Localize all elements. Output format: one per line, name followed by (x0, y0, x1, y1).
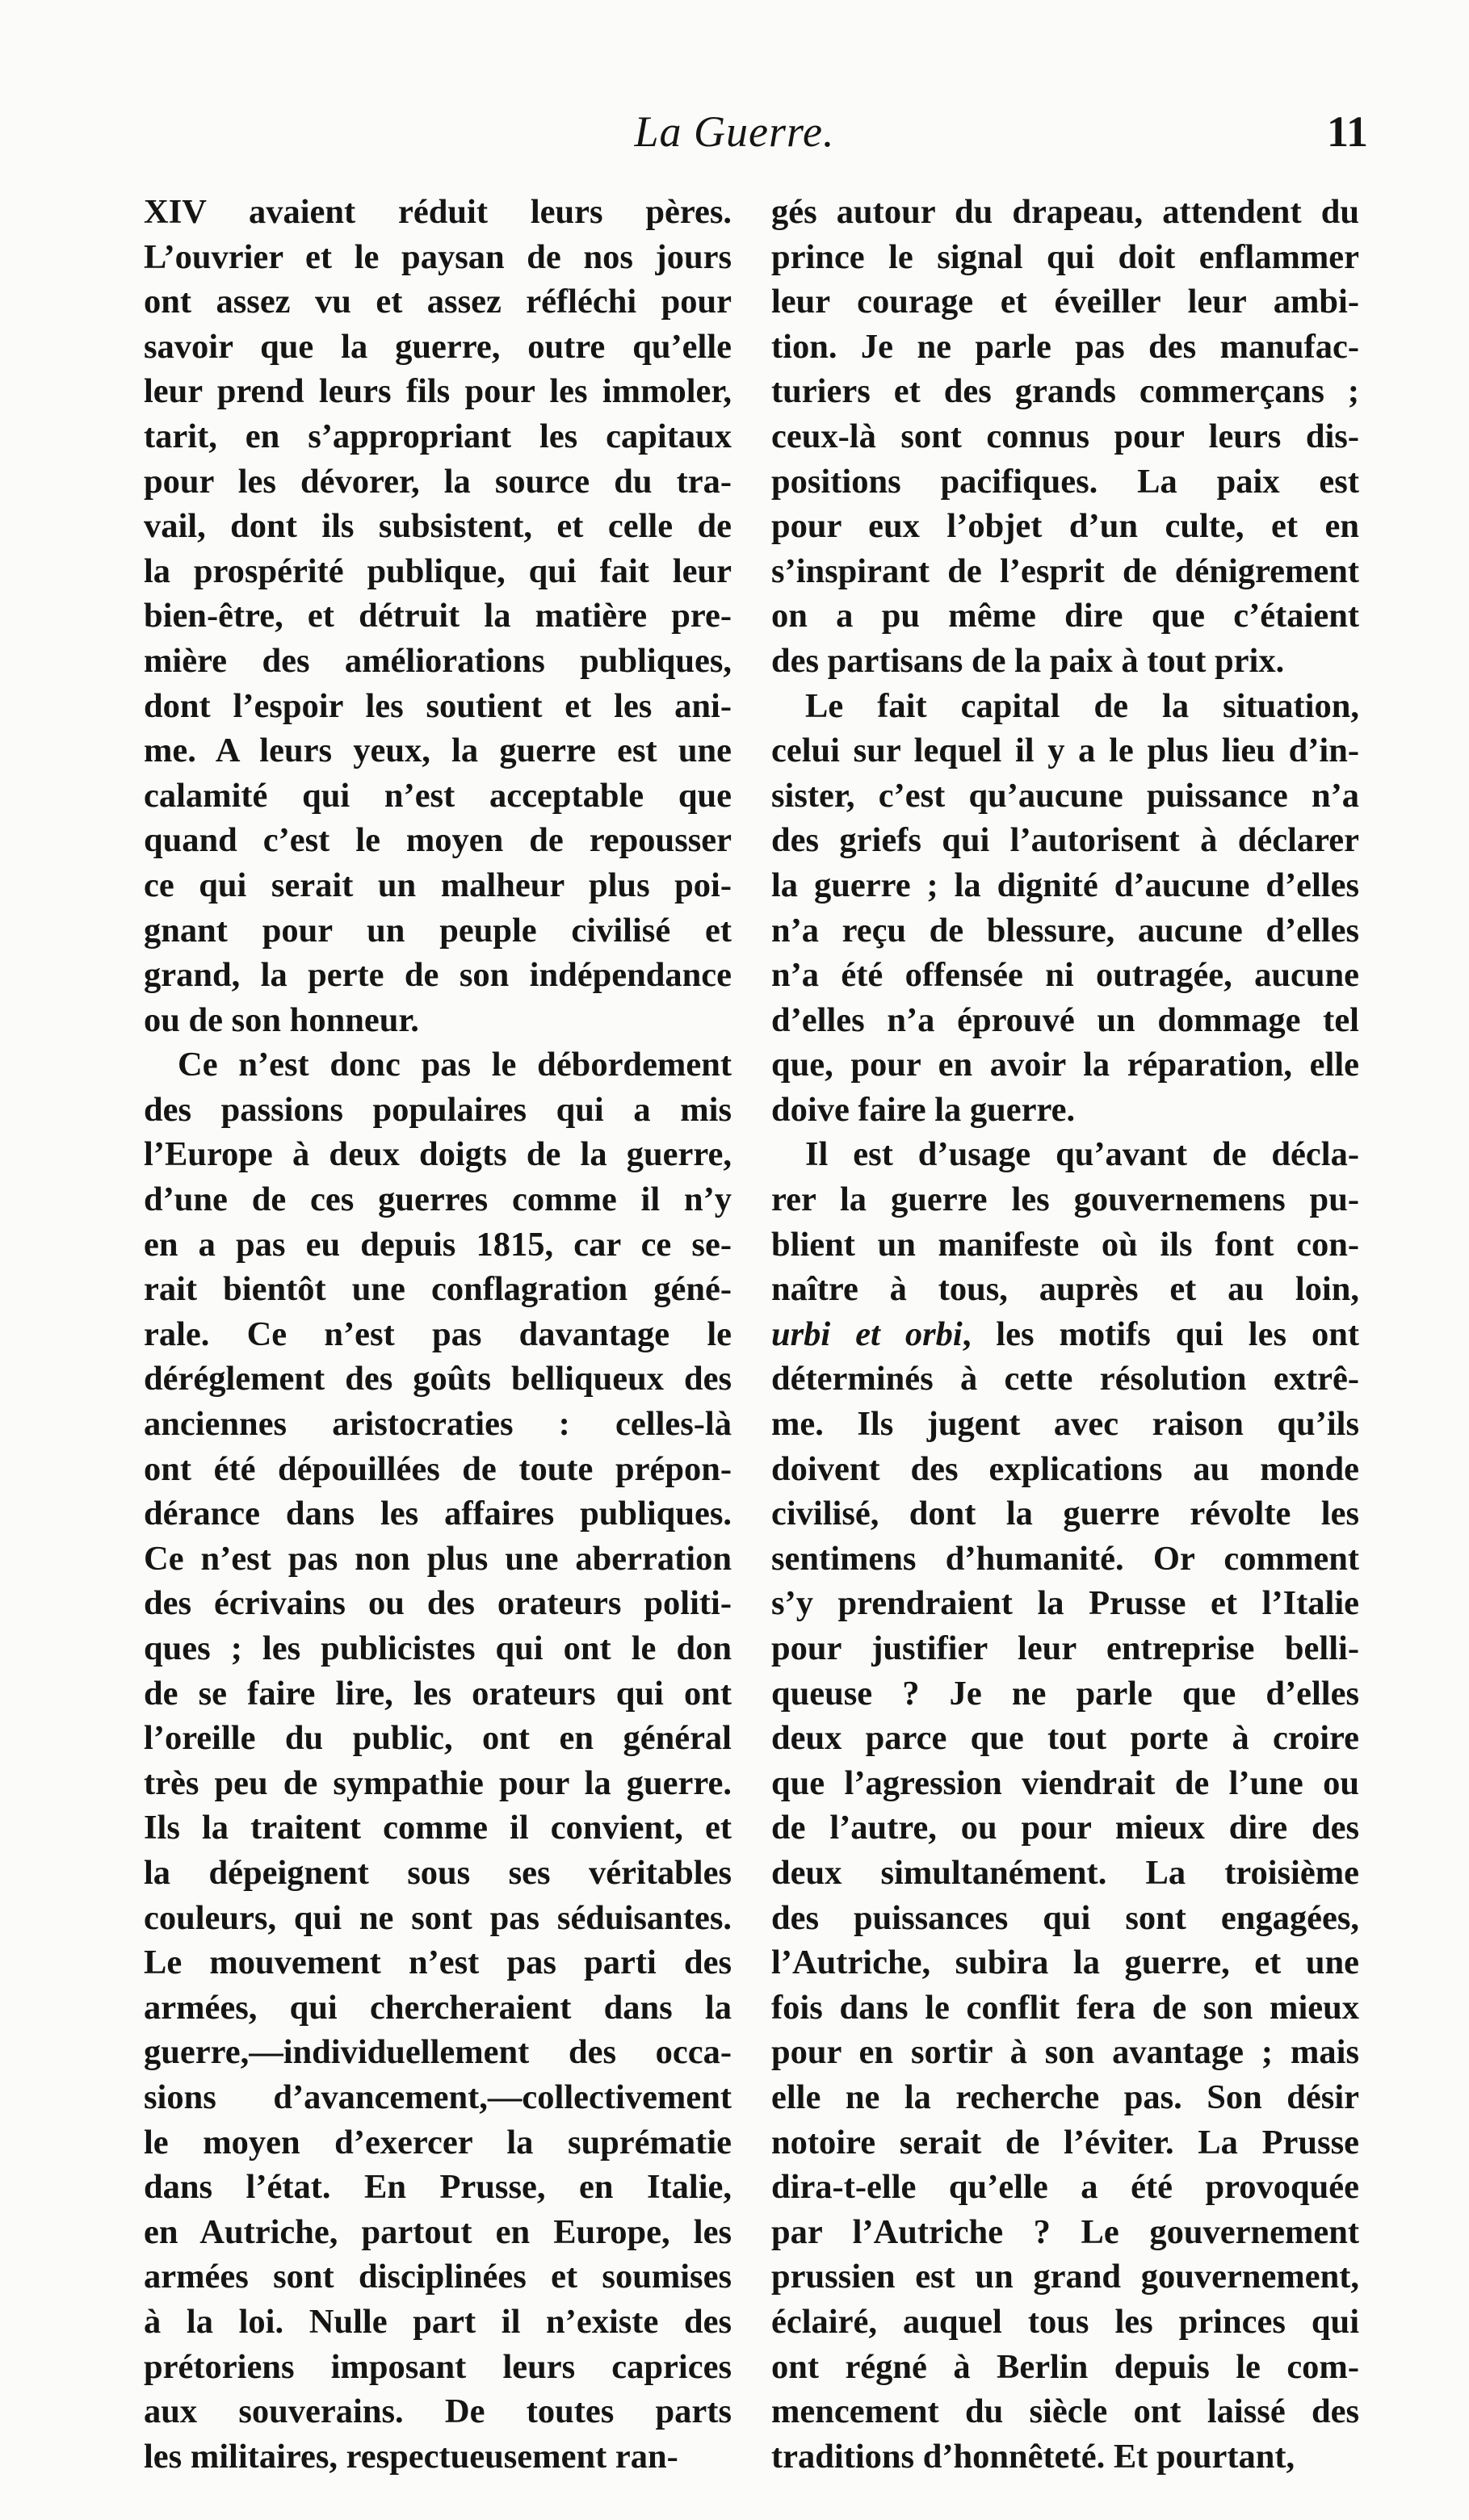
text-line: la guerre ; la dignité d’aucune d’elles (771, 866, 1359, 904)
text-line: traditions d’honnêteté. Et pourtant, (771, 2437, 1295, 2476)
text-line: des partisans de la paix à tout prix. (771, 641, 1285, 680)
text-line: positions pacifiques. La paix est (771, 462, 1359, 501)
text-line: très peu de sympathie pour la guerre. (144, 1763, 732, 1802)
text-line: deux parce que tout porte à croire (771, 1719, 1359, 1758)
text-line: L’ouvrier et le paysan de nos jours (144, 237, 732, 276)
text-line: dérance dans les affaires publiques. (144, 1495, 732, 1533)
text-line: la prospérité publique, qui fait leur (144, 551, 732, 590)
running-title: La Guerre. (634, 107, 835, 156)
text-line: de l’autre, ou pour mieux dire des (771, 1809, 1359, 1847)
text-line: civilisé, dont la guerre révolte les (771, 1495, 1359, 1533)
text-line: naître à tous, auprès et au loin, (771, 1270, 1359, 1309)
text-line: pour justifier leur entreprise belli- (771, 1629, 1359, 1667)
page-header (0, 107, 1469, 163)
text-line: notoire serait de l’éviter. La Prusse (771, 2123, 1359, 2161)
text-line: Ce n’est donc pas le débordement (178, 1046, 732, 1084)
text-line: on a pu même dire que c’étaient (771, 597, 1359, 635)
text-line: en Autriche, partout en Europe, les (144, 2212, 732, 2251)
text-line: d’une de ces guerres comme il n’y (144, 1180, 732, 1219)
text-line: leur courage et éveiller leur ambi- (771, 283, 1359, 321)
text-line: Ce n’est pas non plus une aberration (144, 1539, 732, 1578)
text-column-right (771, 190, 1359, 2479)
text-line: mencement du siècle ont laissé des (771, 2392, 1359, 2431)
text-line: leur prend leurs fils pour les immoler, (144, 372, 732, 411)
text-line: turiers et des grands commerçans ; (771, 372, 1359, 411)
text-line: bien-être, et détruit la matière pre- (144, 597, 732, 635)
text-line: ont assez vu et assez réfléchi pour (144, 283, 732, 321)
text-line: dans l’état. En Prusse, en Italie, (144, 2168, 732, 2207)
text-line: XIV avaient réduit leurs pères. (144, 193, 732, 231)
text-line: calamité qui n’est acceptable que (144, 776, 732, 815)
text-line: l’Autriche, subira la guerre, et une (771, 1943, 1359, 1982)
text-line: prétoriens imposant leurs caprices (144, 2347, 732, 2386)
text-line: sions d’avancement,—collectivement (144, 2078, 732, 2116)
text-line: sister, c’est qu’aucune puissance n’a (771, 776, 1359, 815)
text-line: Il est d’usage qu’avant de décla- (805, 1135, 1359, 1174)
text-line: ont été dépouillées de toute prépon- (144, 1449, 732, 1488)
text-line: mière des améliorations publiques, (144, 641, 732, 680)
text-line: n’a été offensée ni outragée, aucune (771, 956, 1359, 995)
text-line: ont régné à Berlin depuis le com- (771, 2347, 1359, 2386)
text-line: Le mouvement n’est pas parti des (144, 1943, 732, 1982)
text-line: pour les dévorer, la source du tra- (144, 462, 732, 501)
text-line: prussien est un grand gouvernement, (771, 2258, 1359, 2296)
text-line: deux simultanément. La troisième (771, 1853, 1359, 1892)
text-line: des passions populaires qui a mis (144, 1090, 732, 1129)
text-line: celui sur lequel il y a le plus lieu d’in- (771, 732, 1359, 770)
text-line: armées, qui chercheraient dans la (144, 1988, 732, 2027)
text-line: des griefs qui l’autorisent à déclarer (771, 821, 1359, 860)
text-line: fois dans le conflit fera de son mieux (771, 1988, 1359, 2027)
text-line: urbi et orbi, les motifs qui les ont (771, 1315, 1359, 1353)
text-line: l’Europe à deux doigts de la guerre, (144, 1135, 732, 1174)
text-line: Ils la traitent comme il convient, et (144, 1809, 732, 1847)
text-line: guerre,—individuellement des occa- (144, 2033, 732, 2072)
text-line: d’elles n’a éprouvé un dommage tel (771, 1000, 1359, 1039)
text-line: me. A leurs yeux, la guerre est une (144, 732, 732, 770)
text-line: déterminés à cette résolution extrê- (771, 1360, 1359, 1398)
text-line: rait bientôt une conflagration géné- (144, 1270, 732, 1309)
text-line: ce qui serait un malheur plus poi- (144, 866, 732, 904)
text-line: des puissances qui sont engagées, (771, 1898, 1359, 1937)
text-line: me. Ils jugent avec raison qu’ils (771, 1405, 1359, 1444)
page-number: 11 (1326, 107, 1368, 156)
text-line: ceux-là sont connus pour leurs dis- (771, 417, 1359, 455)
text-line: doive faire la guerre. (771, 1090, 1076, 1129)
text-line: les militaires, respectueusement ran- (144, 2437, 678, 2476)
text-column-left (144, 190, 732, 2479)
text-line: tarit, en s’appropriant les capitaux (144, 417, 732, 455)
text-line: queuse ? Je ne parle que d’elles (771, 1674, 1359, 1713)
text-line: que l’agression viendrait de l’une ou (771, 1763, 1359, 1802)
text-line: ques ; les publicistes qui ont le don (144, 1629, 732, 1667)
text-line: vail, dont ils subsistent, et celle de (144, 507, 732, 546)
text-line: gnant pour un peuple civilisé et (144, 911, 732, 950)
text-line: la dépeignent sous ses véritables (144, 1853, 732, 1892)
text-line: aux souverains. De toutes parts (144, 2392, 732, 2431)
text-line: blient un manifeste où ils font con- (771, 1225, 1359, 1264)
text-line: doivent des explications au monde (771, 1449, 1359, 1488)
text-line: prince le signal qui doit enflammer (771, 237, 1359, 276)
text-line: rer la guerre les gouvernemens pu- (771, 1180, 1359, 1219)
text-line: en a pas eu depuis 1815, car ce se- (144, 1225, 732, 1264)
text-line: couleurs, qui ne sont pas séduisantes. (144, 1898, 732, 1937)
text-line: gés autour du drapeau, attendent du (771, 193, 1359, 231)
text-line: ou de son honneur. (144, 1000, 419, 1039)
text-line: s’y prendraient la Prusse et l’Italie (771, 1584, 1359, 1623)
text-line: dira-t-elle qu’elle a été provoquée (771, 2168, 1359, 2207)
text-line: n’a reçu de blessure, aucune d’elles (771, 911, 1359, 950)
text-line: rale. Ce n’est pas davantage le (144, 1315, 732, 1353)
text-line: tion. Je ne parle pas des manufac- (771, 327, 1359, 366)
text-line: Le fait capital de la situation, (805, 686, 1359, 725)
text-line: anciennes aristocraties : celles-là (144, 1405, 732, 1444)
text-line: à la loi. Nulle part il n’existe des (144, 2302, 732, 2341)
text-line: grand, la perte de son indépendance (144, 956, 732, 995)
text-line: sentimens d’humanité. Or comment (771, 1539, 1359, 1578)
text-line: armées sont disciplinées et soumises (144, 2258, 732, 2296)
text-line: l’oreille du public, ont en général (144, 1719, 732, 1758)
text-line: par l’Autriche ? Le gouvernement (771, 2212, 1359, 2251)
text-line: déréglement des goûts belliqueux des (144, 1360, 732, 1398)
text-line: dont l’espoir les soutient et les ani- (144, 686, 732, 725)
text-line: que, pour en avoir la réparation, elle (771, 1046, 1359, 1084)
text-line: savoir que la guerre, outre qu’elle (144, 327, 732, 366)
text-line: s’inspirant de l’esprit de dénigrement (771, 551, 1359, 590)
text-line: de se faire lire, les orateurs qui ont (144, 1674, 732, 1713)
text-line: des écrivains ou des orateurs politi- (144, 1584, 732, 1623)
text-line: le moyen d’exercer la suprématie (144, 2123, 732, 2161)
text-line: pour eux l’objet d’un culte, et en (771, 507, 1359, 546)
text-line: quand c’est le moyen de repousser (144, 821, 732, 860)
text-line: elle ne la recherche pas. Son désir (771, 2078, 1359, 2116)
text-line: pour en sortir à son avantage ; mais (771, 2033, 1359, 2072)
text-line: éclairé, auquel tous les princes qui (771, 2302, 1359, 2341)
